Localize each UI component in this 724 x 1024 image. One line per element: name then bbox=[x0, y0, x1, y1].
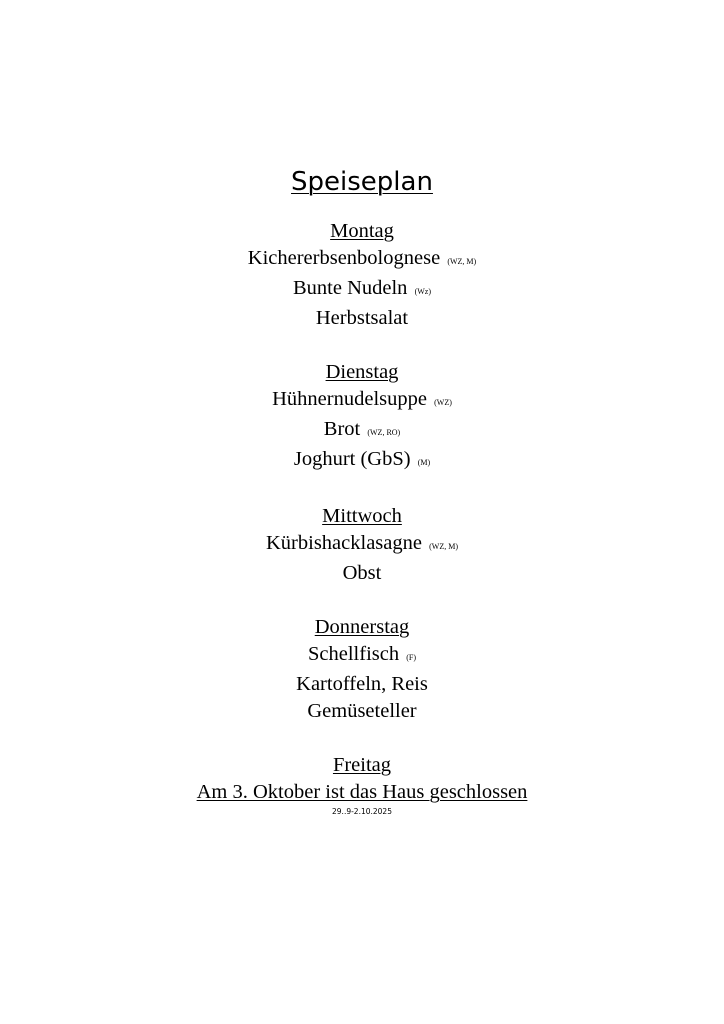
dish-item bbox=[0, 305, 724, 332]
dish-name: Kichererbsenbolognese bbox=[247, 247, 441, 269]
allergen-note: (WZ, M) bbox=[447, 257, 477, 266]
dish-name: Obst bbox=[342, 562, 382, 584]
dish-item bbox=[0, 698, 724, 725]
allergen-note: (WZ, M) bbox=[429, 542, 458, 551]
dish-item bbox=[0, 275, 724, 305]
allergen-note: (WZ, RO) bbox=[367, 428, 401, 437]
weekly-menu bbox=[0, 218, 724, 818]
page-title: Speiseplan bbox=[291, 167, 433, 197]
dish-name: Bunte Nudeln bbox=[292, 277, 408, 299]
dish-item bbox=[0, 530, 724, 560]
day-name-monday: Montag bbox=[330, 220, 394, 242]
day-wednesday bbox=[0, 503, 724, 587]
allergen-note: (WZ) bbox=[434, 398, 452, 407]
dish-name: Gemüseteller bbox=[307, 700, 417, 722]
dish-name: Kürbishacklasagne bbox=[266, 532, 422, 554]
day-thursday bbox=[0, 614, 724, 725]
allergen-note: (Wz) bbox=[414, 287, 431, 296]
dish-name: Hühnernudelsuppe bbox=[272, 388, 427, 410]
allergen-note: (F) bbox=[406, 653, 416, 662]
dish-item bbox=[0, 641, 724, 671]
dish-item bbox=[0, 386, 724, 416]
dish-item bbox=[0, 560, 724, 587]
dish-name: Kartoffeln, Reis bbox=[296, 673, 428, 695]
date-range: 29..9-2.10.2025 bbox=[332, 807, 392, 816]
dish-item bbox=[0, 416, 724, 446]
dish-item bbox=[0, 245, 724, 275]
dish-name: Herbstsalat bbox=[315, 307, 409, 329]
day-name-friday: Freitag bbox=[332, 754, 392, 776]
day-tuesday bbox=[0, 359, 724, 476]
day-monday bbox=[0, 218, 724, 332]
day-friday bbox=[0, 752, 724, 818]
dish-name: Joghurt (GbS) bbox=[293, 448, 411, 470]
dish-item bbox=[0, 446, 724, 476]
dish-name: Schellfisch bbox=[308, 643, 400, 665]
day-name-thursday: Donnerstag bbox=[314, 616, 410, 638]
day-name-tuesday: Dienstag bbox=[325, 361, 399, 383]
allergen-note: (M) bbox=[417, 458, 431, 467]
closure-notice: Am 3. Oktober ist das Haus geschlossen bbox=[196, 781, 528, 803]
day-name-wednesday: Mittwoch bbox=[322, 505, 402, 527]
dish-name: Brot bbox=[323, 418, 361, 440]
dish-item bbox=[0, 671, 724, 698]
